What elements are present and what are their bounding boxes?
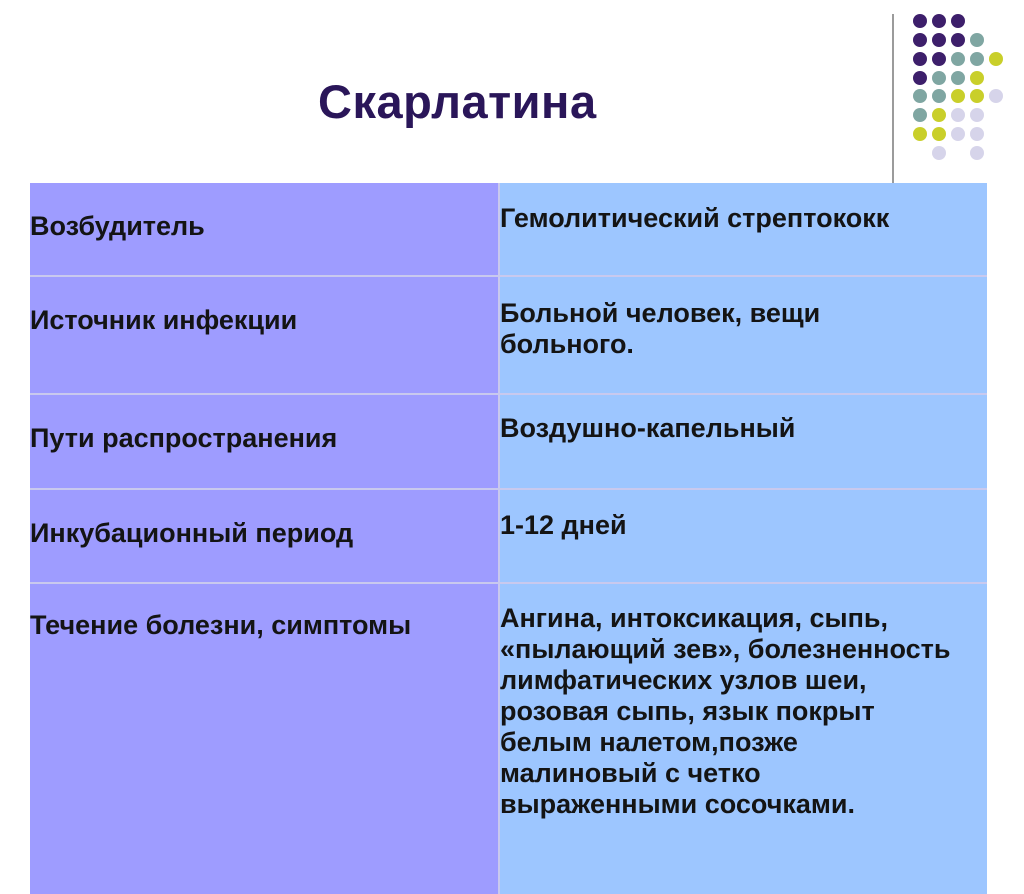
decorative-dot: [932, 127, 946, 141]
row-label: Источник инфекции: [30, 276, 499, 394]
decorative-dot: [913, 108, 927, 122]
decorative-dot: [932, 89, 946, 103]
decorative-dot: [932, 52, 946, 66]
row-value-text: Гемолитический стрептококк: [500, 203, 890, 233]
decorative-dot: [913, 71, 927, 85]
decorative-dot: [970, 71, 984, 85]
row-value: [499, 583, 987, 894]
decorative-dot: [932, 146, 946, 160]
decorative-dot: [970, 108, 984, 122]
row-value-text: Воздушно-капельный: [500, 413, 796, 443]
table-row: [30, 276, 987, 394]
decorative-dot: [951, 71, 965, 85]
decorative-dot: [951, 14, 965, 28]
decorative-dot: [913, 33, 927, 47]
table-row: [30, 583, 987, 894]
decorative-dot: [951, 108, 965, 122]
decorative-dot-grid: [0, 0, 1024, 200]
decorative-dot: [951, 127, 965, 141]
decorative-dot: [970, 89, 984, 103]
decorative-dot: [913, 14, 927, 28]
row-label: Возбудитель: [30, 183, 499, 276]
decorative-dot: [970, 52, 984, 66]
info-table: [30, 183, 987, 894]
row-value-text: 1-12 дней: [500, 510, 627, 540]
slide-title: Скарлатина: [318, 75, 597, 128]
row-label: Инкубационный период: [30, 489, 499, 583]
decorative-dot: [913, 89, 927, 103]
table-row: [30, 394, 987, 489]
table-row: [30, 183, 987, 276]
decorative-dot: [970, 127, 984, 141]
row-value: [499, 489, 987, 583]
decorative-dot: [913, 52, 927, 66]
decorative-dot: [932, 108, 946, 122]
row-value: [499, 394, 987, 489]
row-value: [499, 183, 987, 276]
row-value-text: Ангина, интоксикация, сыпь, «пылающий зев», болезненность лимфатических узлов шеи, розовая сыпь, язык покрыт белым налетом,позже малиновый с четко выраженными сосочками.: [500, 603, 951, 819]
decorative-dot: [932, 71, 946, 85]
decorative-dot: [989, 52, 1003, 66]
decorative-dot: [932, 14, 946, 28]
decorative-dot: [951, 89, 965, 103]
row-value-text: Больной человек, вещи больного.: [500, 298, 821, 359]
table-row: [30, 489, 987, 583]
decorative-dot: [989, 89, 1003, 103]
decorative-dot: [951, 52, 965, 66]
decorative-dot: [932, 33, 946, 47]
decorative-dot: [970, 33, 984, 47]
decorative-dot: [951, 33, 965, 47]
row-value: [499, 276, 987, 394]
decorative-dot: [913, 127, 927, 141]
row-label: Течение болезни, симптомы: [30, 583, 499, 894]
decorative-dot: [970, 146, 984, 160]
row-label: Пути распространения: [30, 394, 499, 489]
